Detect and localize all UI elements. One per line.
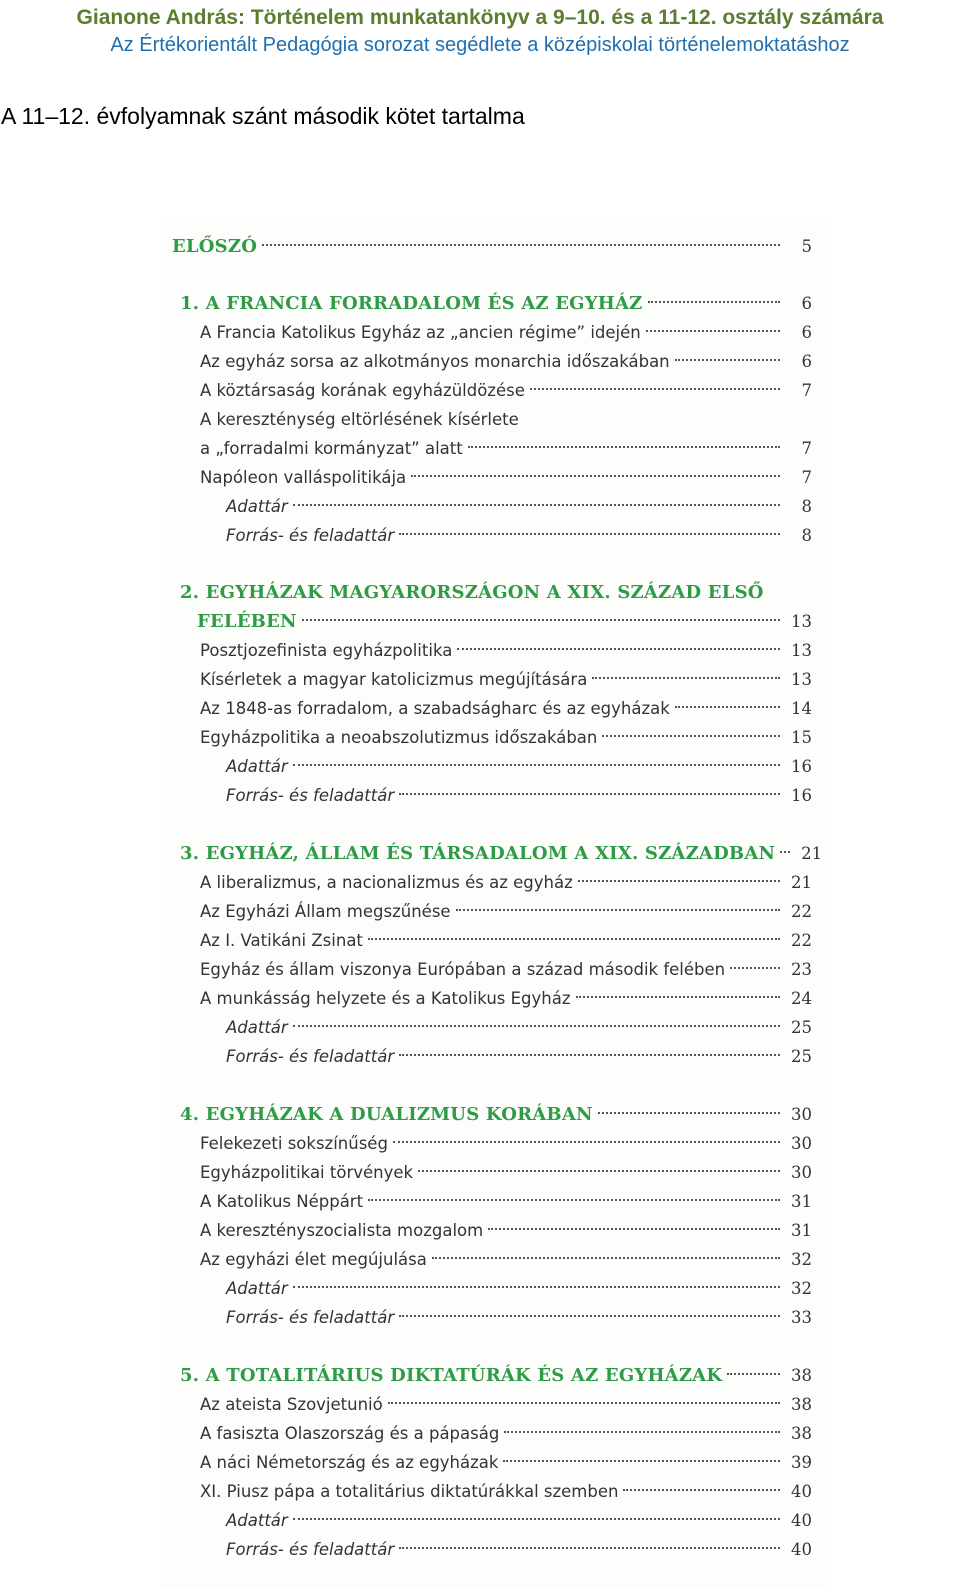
toc-entry: A náci Németország és az egyházak 39 xyxy=(180,1448,812,1477)
toc-entry: A Katolikus Néppárt 31 xyxy=(180,1187,812,1216)
dot-leader xyxy=(468,446,780,448)
toc-sub-entry: Adattár 40 xyxy=(180,1506,812,1535)
toc-entry: Az I. Vatikáni Zsinat 22 xyxy=(180,926,812,955)
chapter-title: 5. A TOTALITÁRIUS DIKTATÚRÁK ÉS AZ EGYHÁZAK xyxy=(180,1365,723,1386)
dot-leader xyxy=(730,967,780,969)
page-number: 38 xyxy=(791,1395,812,1414)
chapter-heading xyxy=(180,1361,812,1390)
toc-preface xyxy=(172,232,812,261)
dot-leader xyxy=(457,648,780,650)
toc-sub-entry: Adattár 16 xyxy=(180,752,812,781)
toc-entry: Az ateista Szovjetunió 38 xyxy=(180,1390,812,1419)
page-number: 14 xyxy=(791,699,812,718)
toc-entry-continuation: a „forradalmi kormányzat” alatt 7 xyxy=(180,434,812,463)
dot-leader xyxy=(578,880,780,882)
page-number: 30 xyxy=(791,1105,812,1124)
chapter-title: 3. EGYHÁZ, ÁLLAM ÉS TÁRSADALOM A XIX. SZÁZADBAN xyxy=(180,843,776,864)
page-number: 39 xyxy=(791,1453,812,1472)
page-heading: A 11–12. évfolyamnak szánt második kötet tartalma xyxy=(1,103,525,129)
dot-leader xyxy=(368,1199,780,1201)
toc-entry: XI. Piusz pápa a totalitárius diktatúrákkal szemben 40 xyxy=(180,1477,812,1506)
dot-leader xyxy=(302,619,780,621)
page-number: 40 xyxy=(791,1540,812,1559)
chapter-heading xyxy=(180,839,823,868)
dot-leader xyxy=(598,1112,780,1114)
chapter-heading xyxy=(180,289,812,318)
page-number: 40 xyxy=(791,1482,812,1501)
dot-leader xyxy=(262,244,780,246)
toc-entry: Egyházpolitika a neoabszolutizmus időszakában 15 xyxy=(180,723,812,752)
toc-entry: Az 1848-as forradalom, a szabadságharc és az egyházak 14 xyxy=(180,694,812,723)
toc-entry: A köztársaság korának egyházüldözése 7 xyxy=(180,376,812,405)
dot-leader xyxy=(293,764,780,766)
toc-entry: A liberalizmus, a nacionalizmus és az egyház 21 xyxy=(180,868,812,897)
toc-entry: A keresztényszocialista mozgalom 31 xyxy=(180,1216,812,1245)
page-number: 40 xyxy=(791,1511,812,1530)
page-number: 30 xyxy=(791,1134,812,1153)
toc-entry: Napóleon valláspolitikája 7 xyxy=(180,463,812,492)
chapter-heading xyxy=(180,578,812,607)
page-number: 22 xyxy=(791,931,812,950)
toc-entry: Posztjozefinista egyházpolitika 13 xyxy=(180,636,812,665)
page-number: 32 xyxy=(791,1250,812,1269)
page-number: 7 xyxy=(801,381,812,400)
dot-leader xyxy=(293,1286,780,1288)
toc-sub-entry: Forrás- és feladattár 25 xyxy=(180,1042,812,1071)
dot-leader xyxy=(399,1315,780,1317)
dot-leader xyxy=(418,1170,780,1172)
page-number: 6 xyxy=(801,352,812,371)
page-number: 25 xyxy=(791,1047,812,1066)
page-number: 33 xyxy=(791,1308,812,1327)
page-number: 23 xyxy=(791,960,812,979)
dot-leader xyxy=(503,1460,780,1462)
dot-leader xyxy=(727,1373,780,1375)
dot-leader xyxy=(368,938,780,940)
page-number: 24 xyxy=(791,989,812,1008)
preface-title: ELŐSZÓ xyxy=(172,236,258,257)
toc-sub-entry: Adattár 25 xyxy=(180,1013,812,1042)
toc-sub-entry: Forrás- és feladattár 33 xyxy=(180,1303,812,1332)
toc-entry: Egyház és állam viszonya Európában a század második felében 23 xyxy=(180,955,812,984)
dot-leader xyxy=(648,301,781,303)
dot-leader xyxy=(432,1257,780,1259)
chapter-title: 2. EGYHÁZAK MAGYARORSZÁGON A XIX. SZÁZAD ELSŐ xyxy=(180,582,764,603)
toc-entry: Az egyház sorsa az alkotmányos monarchia időszakában 6 xyxy=(180,347,812,376)
page-number: 38 xyxy=(791,1366,812,1385)
dot-leader xyxy=(411,475,780,477)
page-number: 15 xyxy=(791,728,812,747)
table-of-contents-scan xyxy=(160,222,830,1587)
dot-leader xyxy=(293,1025,780,1027)
dot-leader xyxy=(399,1547,780,1549)
toc-entry: Az Egyházi Állam megszűnése 22 xyxy=(180,897,812,926)
page-number: 38 xyxy=(791,1424,812,1443)
dot-leader xyxy=(456,909,780,911)
page-number: 32 xyxy=(791,1279,812,1298)
dot-leader xyxy=(675,706,780,708)
page-number: 21 xyxy=(801,844,823,863)
chapter-heading-continuation: FELÉBEN 13 xyxy=(180,607,812,636)
page-number: 25 xyxy=(791,1018,812,1037)
book-subtitle: Az Értékorientált Pedagógia sorozat segédlete a középiskolai történelemoktatáshoz xyxy=(110,34,850,56)
page-number: 31 xyxy=(791,1221,812,1240)
dot-leader xyxy=(293,504,780,506)
chapter-title: 4. EGYHÁZAK A DUALIZMUS KORÁBAN xyxy=(180,1104,593,1125)
page-number: 16 xyxy=(791,757,812,776)
page-number: 31 xyxy=(791,1192,812,1211)
page-number: 30 xyxy=(791,1163,812,1182)
page-number: 13 xyxy=(791,612,812,631)
dot-leader xyxy=(780,851,790,853)
dot-leader xyxy=(675,359,780,361)
dot-leader xyxy=(576,996,780,998)
dot-leader xyxy=(393,1141,780,1143)
page-number: 6 xyxy=(801,294,812,313)
toc-entry: Felekezeti sokszínűség 30 xyxy=(180,1129,812,1158)
page-number: 8 xyxy=(801,497,812,516)
page-number: 6 xyxy=(801,323,812,342)
dot-leader xyxy=(399,533,780,535)
page-number: 22 xyxy=(791,902,812,921)
page-number: 13 xyxy=(791,670,812,689)
toc-entry: Kísérletek a magyar katolicizmus megújítására 13 xyxy=(180,665,812,694)
toc-sub-entry: Forrás- és feladattár 40 xyxy=(180,1535,812,1564)
dot-leader xyxy=(602,735,780,737)
dot-leader xyxy=(646,330,780,332)
toc-sub-entry: Forrás- és feladattár 16 xyxy=(180,781,812,810)
toc-chapter-2 xyxy=(180,578,812,810)
toc-entry: A Francia Katolikus Egyház az „ancien régime” idején 6 xyxy=(180,318,812,347)
page-number: 7 xyxy=(801,468,812,487)
toc-entry: Egyházpolitikai törvények 30 xyxy=(180,1158,812,1187)
chapter-heading xyxy=(180,1100,812,1129)
toc-sub-entry: Adattár 8 xyxy=(180,492,812,521)
toc-chapter-1 xyxy=(180,289,812,550)
dot-leader xyxy=(504,1431,780,1433)
dot-leader xyxy=(623,1489,780,1491)
dot-leader xyxy=(530,388,780,390)
dot-leader xyxy=(488,1228,780,1230)
book-title: Gianone András: Történelem munkatankönyv a 9–10. és a 11-12. osztály számára xyxy=(76,6,884,29)
toc-entry: A fasiszta Olaszország és a pápaság 38 xyxy=(180,1419,812,1448)
dot-leader xyxy=(399,1054,780,1056)
toc-chapter-4 xyxy=(180,1100,812,1332)
page-number: 16 xyxy=(791,786,812,805)
page-number: 13 xyxy=(791,641,812,660)
chapter-title: 1. A FRANCIA FORRADALOM ÉS AZ EGYHÁZ xyxy=(180,293,643,314)
dot-leader xyxy=(592,677,780,679)
dot-leader xyxy=(399,793,780,795)
page-number: 21 xyxy=(791,873,812,892)
page-number: 7 xyxy=(801,439,812,458)
toc-entry: A kereszténység eltörlésének kísérlete xyxy=(200,410,519,429)
toc-chapter-5 xyxy=(180,1361,812,1564)
toc-sub-entry: Adattár 32 xyxy=(180,1274,812,1303)
toc-entry: Az egyházi élet megújulása 32 xyxy=(180,1245,812,1274)
toc-entry: A munkásság helyzete és a Katolikus Egyház 24 xyxy=(180,984,812,1013)
toc-sub-entry: Forrás- és feladattár 8 xyxy=(180,521,812,550)
toc-chapter-3 xyxy=(180,839,823,1071)
page-number: 8 xyxy=(801,526,812,545)
dot-leader xyxy=(293,1518,780,1520)
page-header xyxy=(0,0,960,58)
dot-leader xyxy=(388,1402,780,1404)
toc-row xyxy=(172,232,812,261)
page-number: 5 xyxy=(801,237,812,256)
